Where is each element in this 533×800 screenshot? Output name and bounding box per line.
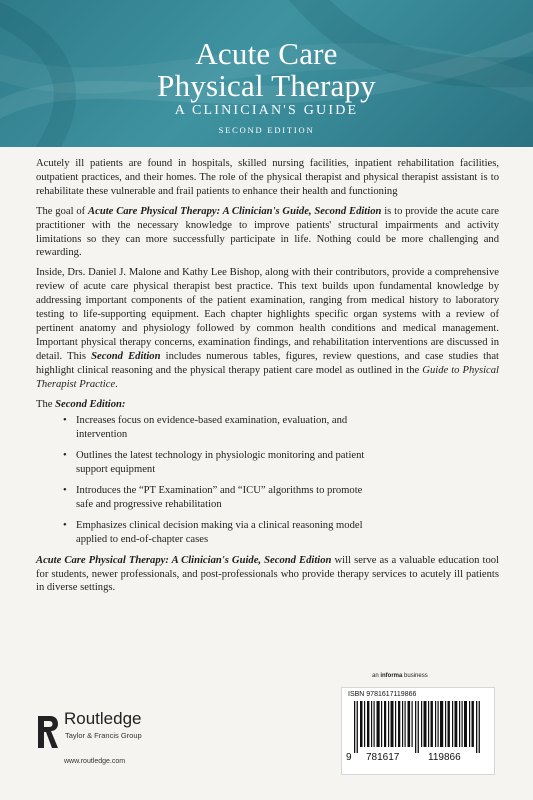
list-item (63, 449, 376, 477)
publisher-name: Routledge (64, 709, 142, 728)
barcode-digit-lead: 9 (346, 752, 352, 763)
paragraph-inside (36, 266, 499, 391)
feature-text: Outlines the latest technology in physiologic monitoring and patient support equipment (76, 450, 365, 476)
informa-suffix: business (402, 673, 428, 679)
book-subtitle: A CLINICIAN'S GUIDE (174, 103, 359, 118)
paragraph-goal-text-a: The goal of (36, 205, 89, 217)
list-item (63, 484, 376, 512)
bullet-icon: • (63, 519, 67, 531)
back-cover-description (36, 157, 499, 601)
closing-title-reference: Acute Care Physical Therapy: A Clinician's Guide, Second Edition (36, 554, 332, 566)
book-title-line-1: Acute Care (195, 36, 338, 71)
bullet-icon: • (63, 450, 67, 462)
feature-text: Emphasizes clinical decision making via a clinical reasoning model applied to end-of-chapter cases (76, 519, 363, 545)
informa-wordmark: informa (380, 673, 403, 679)
paragraph-inside-text-c: . (115, 378, 118, 390)
isbn-number: ISBN 9781617119866 (348, 691, 417, 698)
second-edition-reference: Second Edition (91, 350, 161, 362)
bullet-icon: • (63, 415, 67, 427)
isbn-barcode-block (341, 687, 495, 775)
paragraph-goal (36, 205, 499, 261)
paragraph-inside-text-a: Inside, Drs. Daniel J. Malone and Kathy Lee Bishop, along with their contributors, provide a comprehensive review of acute care physical therapist best practice. This text builds upon fundamental knowledge by addressing important components of the patient examination, ranging from medical history to laboratory testing to life-supporting equipment. Each chapter highlights specific organ systems with a review of pertinent anatomy and physiology followed by common health conditions and medical management. Important physical therapy concerns, examination findings, and rehabilitation interventions are discussed in detail. This (36, 267, 499, 362)
features-list-heading (36, 398, 499, 412)
feature-text: Introduces the “PT Examination” and “ICU” algorithms to promote safe and progressive rehabilitation (76, 485, 363, 510)
list-item (63, 519, 376, 547)
list-item (63, 414, 376, 442)
paragraph-intro-text: Acutely ill patients are found in hospitals, skilled nursing facilities, inpatient rehabilitation facilities, outpatient practices, and their homes. The role of the physical therapist and physical therapist assistant is to rehabilitate these vulnerable and frail patients to enhance their health and functioning (36, 158, 499, 197)
barcode-digits-right: 119866 (428, 752, 461, 763)
paragraph-closing (36, 554, 499, 596)
publisher-website: www.routledge.com (64, 758, 126, 765)
informa-business-tag (372, 673, 428, 679)
features-list (36, 414, 499, 546)
features-heading-prefix: The (36, 398, 56, 410)
barcode-digits-left: 781617 (366, 752, 400, 763)
paragraph-intro (36, 157, 499, 199)
informa-prefix: an (372, 673, 381, 679)
cover-header-band (0, 0, 533, 147)
features-heading-edition: Second Edition: (55, 398, 126, 410)
feature-text: Increases focus on evidence-based examination, evaluation, and intervention (76, 415, 348, 441)
routledge-logo-icon (36, 714, 60, 750)
paragraph-closing-text: will serve as a valuable education tool for students, newer professionals, and post-professionals who provide therapy services to acutely ill patients in diverse settings. (36, 554, 499, 594)
barcode-image (348, 701, 488, 753)
publisher-group: Taylor & Francis Group (65, 731, 142, 740)
paragraph-inside-text-b: includes numerous tables, figures, review questions, and case studies that highlight clinical reasoning and the physical therapy patient care model as outlined in the (36, 350, 500, 376)
guide-reference: Guide to Physical Therapist Practice (36, 364, 500, 390)
edition-label: SECOND EDITION (218, 125, 315, 135)
paragraph-goal-text-b: is to provide the acute care practitioner with the necessary knowledge to improve patients' structural impairments and activity limitations so they can more successfully participate in life. Nothing could be more challenging and rewarding. (36, 205, 499, 259)
book-title-reference: Acute Care Physical Therapy: A Clinician's Guide, Second Edition (88, 205, 382, 217)
bullet-icon: • (63, 485, 67, 497)
book-title-line-2: Physical Therapy (157, 68, 376, 103)
